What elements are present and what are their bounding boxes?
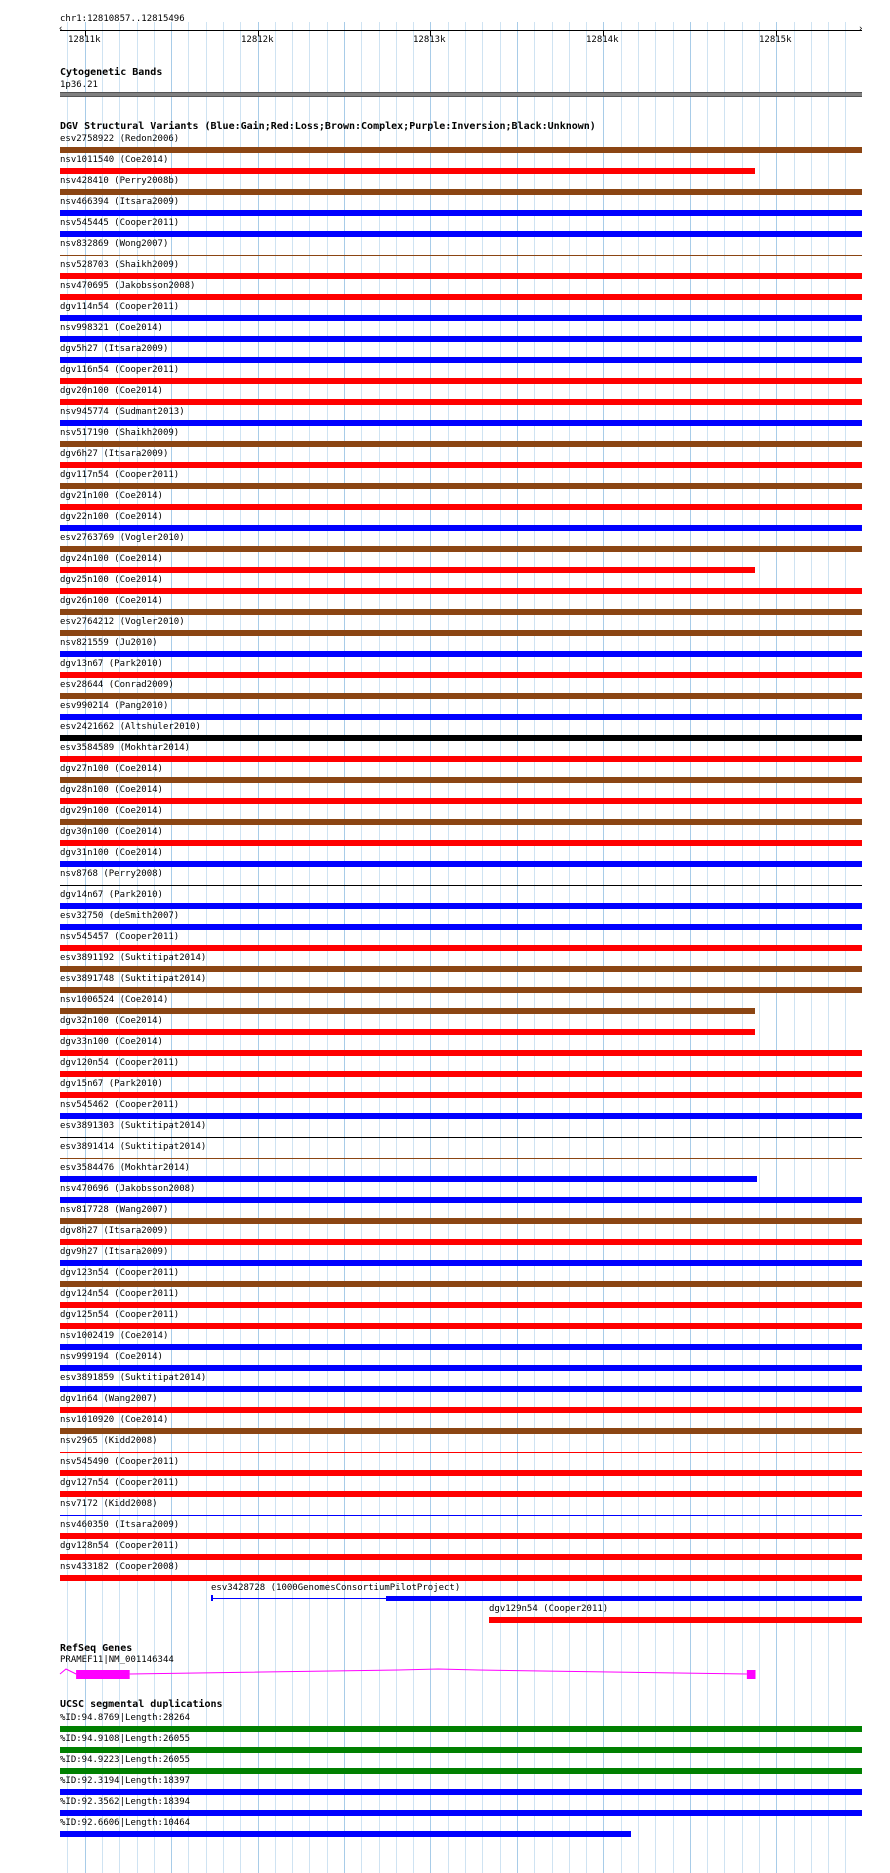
variant-label: esv2764212 (Vogler2010) (60, 617, 185, 627)
variant-label: esv32750 (deSmith2007) (60, 911, 180, 921)
variant-label: dgv31n100 (Coe2014) (60, 848, 163, 858)
variant-bar[interactable] (60, 1260, 862, 1266)
dgv-track-title: DGV Structural Variants (Blue:Gain;Red:Loss;Brown:Complex;Purple:Inversion;Black:Unknown) (60, 121, 596, 132)
variant-label: nsv817728 (Wang2007) (60, 1205, 169, 1215)
variant-bar[interactable] (60, 1344, 862, 1350)
variant-bar[interactable] (60, 987, 862, 993)
variant-bar[interactable] (60, 525, 862, 531)
variant-bar[interactable] (60, 1008, 755, 1014)
variant-label: nsv8768 (Perry2008) (60, 869, 163, 879)
ruler-tick-label: 12815k (759, 35, 792, 45)
variant-bar[interactable] (60, 483, 862, 489)
variant-bar[interactable] (60, 336, 862, 342)
variant-bar[interactable] (60, 147, 862, 153)
variant-bar[interactable] (60, 777, 862, 783)
variant-bar[interactable] (60, 840, 862, 846)
variant-label: dgv120n54 (Cooper2011) (60, 1058, 180, 1068)
variant-bar[interactable] (60, 567, 755, 573)
variant-bar[interactable] (60, 546, 862, 552)
variant-label: esv3584476 (Mokhtar2014) (60, 1163, 191, 1173)
variant-bar[interactable] (60, 378, 862, 384)
variant-label: dgv9h27 (Itsara2009) (60, 1247, 169, 1257)
variant-label: nsv545445 (Cooper2011) (60, 218, 180, 228)
segdup-label: %ID:94.9108|Length:26055 (60, 1734, 191, 1744)
variant-bar[interactable] (60, 1470, 862, 1476)
ruler-tick-label: 12813k (413, 35, 446, 45)
variant-bar[interactable] (60, 903, 862, 909)
variant-bar[interactable] (60, 630, 862, 636)
cytoband-label: 1p36.21 (60, 80, 98, 90)
gene-intron[interactable] (130, 1669, 747, 1674)
variant-label: esv3891414 (Suktitipat2014) (60, 1142, 207, 1152)
variant-bar[interactable] (60, 1407, 862, 1413)
variant-label: dgv128n54 (Cooper2011) (60, 1541, 180, 1551)
refseq-gene-model[interactable] (0, 1663, 890, 1683)
variant-bar[interactable] (60, 1575, 862, 1581)
variant-bar[interactable] (60, 357, 862, 363)
ruler-tick-label: 12814k (586, 35, 619, 45)
segdup-bar[interactable] (60, 1789, 862, 1795)
variant-label: nsv7172 (Kidd2008) (60, 1499, 158, 1509)
variant-bar[interactable] (60, 504, 862, 510)
variant-label: dgv125n54 (Cooper2011) (60, 1310, 180, 1320)
variant-bar[interactable] (60, 462, 862, 468)
variant-bar[interactable] (60, 1386, 862, 1392)
variant-label: nsv428410 (Perry2008b) (60, 176, 180, 186)
variant-label: nsv999194 (Coe2014) (60, 1352, 163, 1362)
variant-label: nsv1011540 (Coe2014) (60, 155, 169, 165)
variant-bar[interactable] (60, 1050, 862, 1056)
variant-bar[interactable] (60, 1092, 862, 1098)
variant-label: esv2763769 (Vogler2010) (60, 533, 185, 543)
variant-bar[interactable] (60, 231, 862, 237)
gene-intron[interactable] (60, 1669, 76, 1674)
location-label: chr1:12810857..12815496 (60, 14, 185, 24)
gene-exon[interactable] (76, 1670, 130, 1679)
variant-bar[interactable] (60, 945, 862, 951)
ruler-right-arrow: › (858, 24, 864, 34)
variant-bar[interactable] (60, 672, 862, 678)
variant-label: esv990214 (Pang2010) (60, 701, 169, 711)
variant-bar[interactable] (60, 210, 862, 216)
ruler-tick-label: 12811k (68, 35, 101, 45)
variant-label: esv2758922 (Redon2006) (60, 134, 180, 144)
variant-bar[interactable] (60, 1491, 862, 1497)
segdup-label: %ID:92.6606|Length:10464 (60, 1818, 191, 1828)
variant-label: dgv6h27 (Itsara2009) (60, 449, 169, 459)
refseq-track-title: RefSeq Genes (60, 1643, 133, 1654)
variant-label: dgv28n100 (Coe2014) (60, 785, 163, 795)
variant-label: dgv114n54 (Cooper2011) (60, 302, 180, 312)
variant-label: nsv545462 (Cooper2011) (60, 1100, 180, 1110)
variant-label: dgv32n100 (Coe2014) (60, 1016, 163, 1026)
variant-label: dgv22n100 (Coe2014) (60, 512, 163, 522)
variant-bar[interactable] (60, 399, 862, 405)
variant-label: dgv1n64 (Wang2007) (60, 1394, 158, 1404)
variant-label: dgv123n54 (Cooper2011) (60, 1268, 180, 1278)
variant-bar[interactable] (60, 1302, 862, 1308)
variant-bar[interactable] (60, 1365, 862, 1371)
variant-bar[interactable] (60, 798, 862, 804)
variant-bar[interactable] (60, 1197, 862, 1203)
variant-label: dgv20n100 (Coe2014) (60, 386, 163, 396)
variant-label: esv2421662 (Altshuler2010) (60, 722, 201, 732)
variant-bar[interactable] (60, 588, 862, 594)
variant-label: esv28644 (Conrad2009) (60, 680, 174, 690)
cytoband-bar[interactable] (60, 92, 862, 97)
variant-bar[interactable] (60, 756, 862, 762)
variant-label: dgv27n100 (Coe2014) (60, 764, 163, 774)
segdup-track-title: UCSC segmental duplications (60, 1699, 223, 1710)
variant-label: nsv470696 (Jakobsson2008) (60, 1184, 196, 1194)
variant-label: dgv25n100 (Coe2014) (60, 575, 163, 585)
variant-label: dgv129n54 (Cooper2011) (489, 1604, 609, 1614)
variant-bar[interactable] (60, 819, 862, 825)
variant-label: nsv1006524 (Coe2014) (60, 995, 169, 1005)
variant-label: nsv821559 (Ju2010) (60, 638, 158, 648)
variant-bar[interactable] (60, 1554, 862, 1560)
variant-bar[interactable] (60, 273, 862, 279)
segdup-bar[interactable] (60, 1768, 862, 1774)
variant-label: nsv545457 (Cooper2011) (60, 932, 180, 942)
variant-bar[interactable] (60, 168, 755, 174)
variant-bar[interactable] (60, 651, 862, 657)
variant-label: nsv528703 (Shaikh2009) (60, 260, 180, 270)
variant-label: esv3891303 (Suktitipat2014) (60, 1121, 207, 1131)
segdup-bar[interactable] (60, 1810, 862, 1816)
variant-bar[interactable] (60, 1239, 862, 1245)
variant-label: esv3428728 (1000GenomesConsortiumPilotProject) (211, 1583, 461, 1593)
variant-label: nsv466394 (Itsara2009) (60, 197, 180, 207)
variant-bar[interactable] (60, 609, 862, 615)
variant-bar[interactable] (60, 1428, 862, 1434)
variant-label: esv3584589 (Mokhtar2014) (60, 743, 191, 753)
variant-bar[interactable] (60, 1137, 862, 1138)
variant-bar[interactable] (60, 294, 862, 300)
variant-label: dgv21n100 (Coe2014) (60, 491, 163, 501)
segdup-label: %ID:92.3194|Length:18397 (60, 1776, 191, 1786)
variant-bar[interactable] (60, 924, 862, 930)
variant-label: nsv998321 (Coe2014) (60, 323, 163, 333)
variant-bar[interactable] (60, 693, 862, 699)
variant-label: nsv2965 (Kidd2008) (60, 1436, 158, 1446)
variant-label: dgv13n67 (Park2010) (60, 659, 163, 669)
variant-bar[interactable] (60, 1323, 862, 1329)
variant-label: nsv832869 (Wong2007) (60, 239, 169, 249)
variant-label: esv3891192 (Suktitipat2014) (60, 953, 207, 963)
variant-label: nsv1010920 (Coe2014) (60, 1415, 169, 1425)
variant-bar[interactable] (60, 861, 862, 867)
variant-bar[interactable] (60, 441, 862, 447)
cytoband-track-title: Cytogenetic Bands (60, 67, 163, 78)
variant-label: dgv5h27 (Itsara2009) (60, 344, 169, 354)
variant-label: dgv116n54 (Cooper2011) (60, 365, 180, 375)
variant-bar[interactable] (60, 1515, 862, 1516)
variant-bar[interactable] (60, 420, 862, 426)
variant-label: nsv470695 (Jakobsson2008) (60, 281, 196, 291)
variant-bar[interactable] (60, 885, 862, 886)
variant-bar[interactable] (60, 1029, 755, 1035)
variant-bar[interactable] (60, 714, 862, 720)
variant-bar[interactable] (386, 1596, 862, 1601)
segdup-label: %ID:94.9223|Length:26055 (60, 1755, 191, 1765)
variant-bar[interactable] (60, 735, 862, 741)
variant-label: nsv945774 (Sudmant2013) (60, 407, 185, 417)
segdup-label: %ID:92.3562|Length:18394 (60, 1797, 191, 1807)
variant-label: dgv14n67 (Park2010) (60, 890, 163, 900)
variant-label: dgv15n67 (Park2010) (60, 1079, 163, 1089)
variant-label: nsv433182 (Cooper2008) (60, 1562, 180, 1572)
variant-label: nsv1002419 (Coe2014) (60, 1331, 169, 1341)
segdup-bar[interactable] (60, 1747, 862, 1753)
variant-bar[interactable] (60, 1113, 862, 1119)
ruler-axis-line (60, 30, 862, 31)
ruler-left-arrow: ‹ (58, 24, 64, 34)
variant-bar[interactable] (60, 1281, 862, 1287)
variant-label: dgv124n54 (Cooper2011) (60, 1289, 180, 1299)
variant-bar[interactable] (489, 1617, 862, 1623)
variant-bar[interactable] (60, 1533, 862, 1539)
segdup-label: %ID:94.8769|Length:28264 (60, 1713, 191, 1723)
refseq-gene-label: PRAMEF11|NM_001146344 (60, 1655, 174, 1665)
variant-bar[interactable] (60, 1176, 757, 1182)
variant-label: dgv127n54 (Cooper2011) (60, 1478, 180, 1488)
variant-label: dgv29n100 (Coe2014) (60, 806, 163, 816)
variant-bar[interactable] (211, 1595, 213, 1601)
variant-label: esv3891748 (Suktitipat2014) (60, 974, 207, 984)
variant-label: esv3891859 (Suktitipat2014) (60, 1373, 207, 1383)
variant-bar[interactable] (60, 1158, 862, 1159)
variant-bar[interactable] (60, 1071, 862, 1077)
variant-label: dgv8h27 (Itsara2009) (60, 1226, 169, 1236)
variant-bar[interactable] (60, 1452, 862, 1453)
variant-label: nsv460350 (Itsara2009) (60, 1520, 180, 1530)
variant-label: dgv26n100 (Coe2014) (60, 596, 163, 606)
variant-bar[interactable] (60, 966, 862, 972)
variant-label: dgv24n100 (Coe2014) (60, 554, 163, 564)
variant-label: dgv117n54 (Cooper2011) (60, 470, 180, 480)
variant-bar[interactable] (211, 1598, 386, 1599)
variant-bar[interactable] (60, 255, 862, 256)
variant-bar[interactable] (60, 1218, 862, 1224)
variant-label: dgv33n100 (Coe2014) (60, 1037, 163, 1047)
variant-label: nsv517190 (Shaikh2009) (60, 428, 180, 438)
segdup-bar[interactable] (60, 1726, 862, 1732)
variant-label: dgv30n100 (Coe2014) (60, 827, 163, 837)
segdup-bar[interactable] (60, 1831, 631, 1837)
gene-exon[interactable] (747, 1670, 756, 1679)
variant-bar[interactable] (60, 189, 862, 195)
variant-bar[interactable] (60, 315, 862, 321)
variant-label: nsv545490 (Cooper2011) (60, 1457, 180, 1467)
ruler-tick-label: 12812k (241, 35, 274, 45)
